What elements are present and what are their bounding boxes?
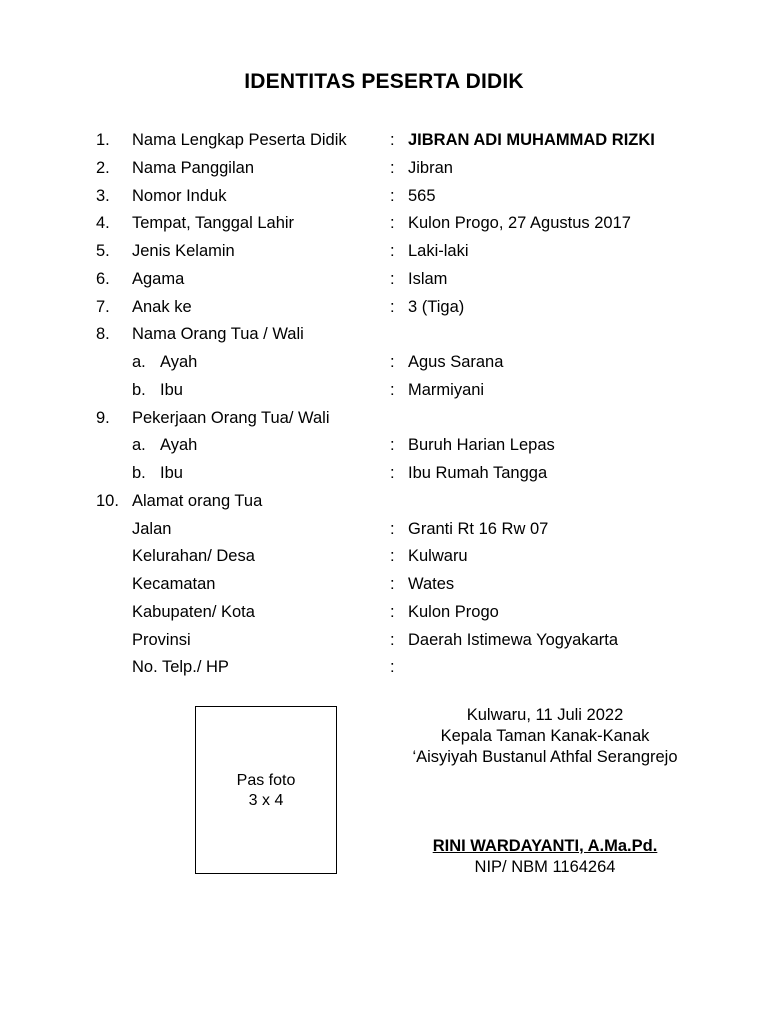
colon: : [390, 547, 395, 566]
list-item [0, 571, 768, 599]
list-item [0, 599, 768, 627]
list-item [0, 432, 768, 460]
colon: : [390, 186, 395, 205]
field-value: Wates [408, 575, 455, 593]
item-number: 2. [96, 158, 110, 177]
colon: : [390, 602, 395, 621]
sub-letter: a. [132, 353, 146, 371]
field-label: Nama Lengkap Peserta Didik [132, 131, 347, 149]
field-value: Jibran [408, 158, 453, 177]
list-item [0, 654, 768, 682]
signer-block [395, 836, 695, 878]
field-value: 3 (Tiga) [408, 297, 465, 316]
colon: : [390, 353, 395, 371]
item-number: 4. [96, 214, 110, 233]
field-label: Nama Orang Tua / Wali [132, 325, 304, 344]
field-label: Pekerjaan Orang Tua/ Wali [132, 408, 330, 427]
field-value: Buruh Harian Lepas [408, 436, 555, 455]
list-item [0, 349, 768, 377]
list-item [0, 516, 768, 544]
field-label: Nama Panggilan [132, 158, 254, 177]
list-item [0, 238, 768, 266]
field-value: Kulon Progo, 27 Agustus 2017 [408, 214, 631, 233]
list-item [0, 488, 768, 516]
item-number: 1. [96, 131, 110, 149]
field-label: Alamat orang Tua [132, 491, 263, 510]
list-item [0, 405, 768, 433]
list-item [0, 377, 768, 405]
signer-name: RINI WARDAYANTI, A.Ma.Pd. [432, 837, 658, 855]
field-value: Laki-laki [408, 242, 469, 260]
colon: : [390, 131, 395, 149]
field-label: No. Telp./ HP [132, 658, 229, 677]
field-value: Agus Sarana [408, 353, 504, 371]
list-item [0, 155, 768, 183]
list-item [0, 543, 768, 571]
colon: : [390, 519, 395, 538]
field-label: Ibu [160, 464, 183, 482]
signer-position: Kepala Taman Kanak-Kanak [440, 727, 650, 745]
field-label: Agama [132, 269, 185, 288]
item-number: 5. [96, 242, 110, 260]
photo-placeholder-box [195, 706, 337, 874]
colon: : [390, 658, 395, 677]
field-label: Jalan [132, 519, 172, 538]
field-value: Kulon Progo [408, 602, 499, 621]
field-value: Granti Rt 16 Rw 07 [408, 519, 549, 538]
field-label: Jenis Kelamin [132, 242, 235, 260]
list-item [0, 183, 768, 211]
colon: : [390, 297, 395, 316]
photo-label: Pas foto [236, 772, 296, 789]
item-number: 9. [96, 408, 110, 427]
item-number: 6. [96, 269, 110, 288]
colon: : [390, 214, 395, 233]
signature-block [395, 705, 695, 768]
list-item [0, 210, 768, 238]
field-label: Ayah [160, 436, 198, 455]
colon: : [390, 630, 395, 649]
colon: : [390, 269, 395, 288]
sub-letter: b. [132, 464, 146, 482]
colon: : [390, 158, 395, 177]
full-name-value: JIBRAN ADI MUHAMMAD RIZKI [408, 131, 655, 149]
field-label: Kecamatan [132, 575, 216, 593]
list-item [0, 127, 768, 155]
list-item [0, 627, 768, 655]
item-number: 3. [96, 186, 110, 205]
sub-letter: a. [132, 436, 146, 455]
field-value: Daerah Istimewa Yogyakarta [408, 630, 619, 649]
item-number: 7. [96, 297, 110, 316]
list-item [0, 321, 768, 349]
field-label: Provinsi [132, 630, 191, 649]
place-date: Kulwaru, 11 Juli 2022 [466, 706, 624, 724]
field-value: Ibu Rumah Tangga [408, 464, 548, 482]
colon: : [390, 436, 395, 455]
field-value: Kulwaru [408, 547, 468, 566]
item-number: 10. [96, 491, 119, 510]
page-title: IDENTITAS PESERTA DIDIK [244, 70, 524, 93]
colon: : [390, 575, 395, 593]
field-value: Marmiyani [408, 380, 485, 399]
field-label: Ibu [160, 380, 183, 399]
field-label: Tempat, Tanggal Lahir [132, 214, 295, 233]
colon: : [390, 380, 395, 399]
list-item [0, 266, 768, 294]
field-label: Nomor Induk [132, 186, 227, 205]
sub-letter: b. [132, 380, 146, 399]
field-label: Kabupaten/ Kota [132, 602, 255, 621]
field-value: 565 [408, 186, 436, 205]
list-item [0, 294, 768, 322]
school-name: ‘Aisyiyah Bustanul Athfal Serangrejo [412, 748, 678, 766]
list-item [0, 460, 768, 488]
item-number: 8. [96, 325, 110, 344]
field-label: Ayah [160, 353, 198, 371]
photo-size: 3 x 4 [248, 792, 284, 809]
identity-list [0, 127, 768, 682]
signer-nip: NIP/ NBM 1164264 [474, 858, 616, 876]
field-label: Kelurahan/ Desa [132, 547, 255, 566]
colon: : [390, 464, 395, 482]
colon: : [390, 242, 395, 260]
field-label: Anak ke [132, 297, 192, 316]
field-value: Islam [408, 269, 448, 288]
